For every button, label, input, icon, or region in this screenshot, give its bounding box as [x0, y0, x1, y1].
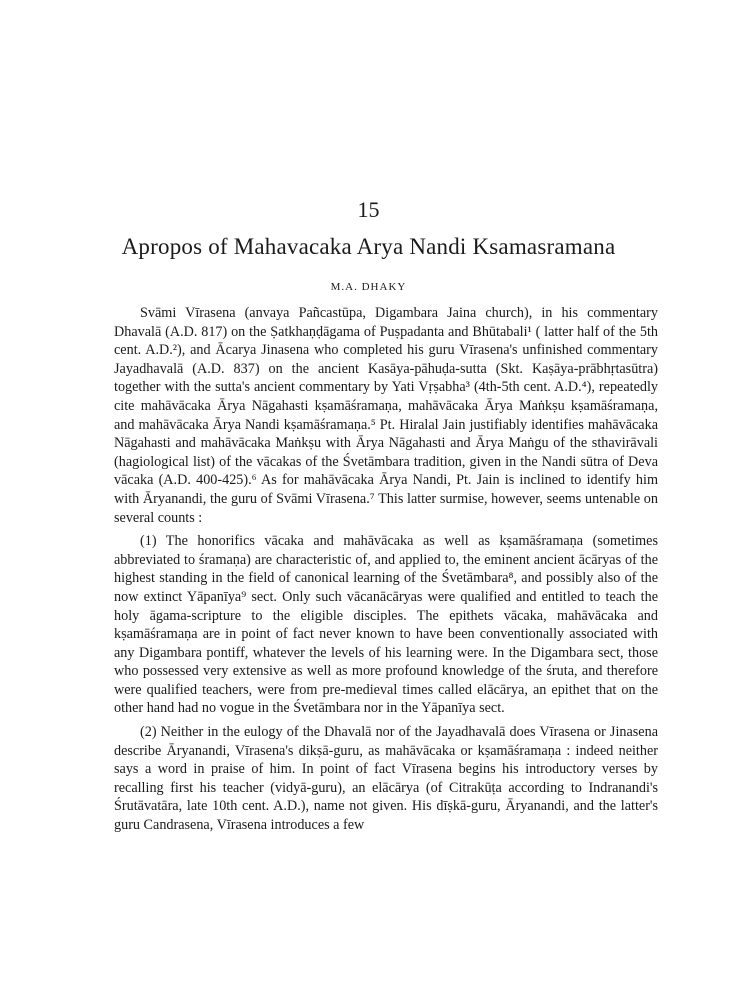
chapter-number: 15: [357, 197, 380, 222]
chapter-title: Apropos of Mahavacaka Arya Nandi Ksamasramana: [121, 234, 616, 259]
paragraph-intro: Svāmi Vīrasena (anvaya Pañcastūpa, Digambara Jaina church), in his commentary Dhavalā (A.D. 817) on the Ṣatkhaṇḍāgama of Puṣpadanta and Bhūtabali¹ ( latter half of the 5th cent. A.D.²), and Ācarya Jinasena who completed his guru Vīrasena's unfinished commentary Jayadhavalā (A.D. 837) on the ancient Kasāya-pāhuḍa-sutta (Skt. Kaṣāya-prābhṛtasūtra) together with the sutta's ancient commentary by Yati Vṛṣabha³ (4th-5th cent. A.D.⁴), repeatedly cite mahāvācaka Ārya Nāgahasti kṣamāśramaṇa, mahāvācaka Ārya Maṅkṣu kṣamāśramaṇa, and mahāvācaka Ārya Nandi kṣamāśramaṇa.⁵ Pt. Hiralal Jain justifiably identifies mahāvācaka Nāgahasti and mahāvācaka Maṅkṣu with Ārya Nāgahasti and Ārya Maṅgu of the sthavirāvali (hagiological list) of the vācakas of the Śvetāmbara tradition, given in the Nandi sūtra of Deva vācaka (A.D. 400-425).⁶ As for mahāvācaka Ārya Nandi, Pt. Jain is inclined to identify him with Āryanandi, the guru of Svāmi Vīrasena.⁷ This latter surmise, however, seems untenable on several counts :: [114, 305, 658, 526]
paragraph-point-2: (2) Neither in the eulogy of the Dhavalā nor of the Jayadhavalā does Vīrasena or Jinasena describe Āryanandi, Vīrasena's dikṣā-guru, as mahāvācaka or kṣamāśramaṇa : indeed neither says a word in praise of him. In point of fact Vīrasena begins his introductory verses by recalling first his teacher (vidyā-guru), an elācārya (of Citrakūṭa according to Indranandi's Śrutāvatāra, late 10th cent. A.D.), name not given. His dīṣkā-guru, Āryanandi, and the latter's guru Candrasena, Vīrasena introduces a few: [114, 724, 658, 834]
paragraph-point-1: (1) The honorifics vācaka and mahāvācaka as well as kṣamāśramaṇa (sometimes abbreviated to śramaṇa) are characteristic of, and applied to, the eminent ancient ācāryas of the highest standing in the field of canonical learning of the Śvetāmbara⁸, and possibly also of the now extinct Yāpanīya⁹ sect. Only such vācanācāryas were qualified and entitled to teach the holy āgama-scripture to the eligible disciples. The epithets vācaka, mahāvācaka and kṣamāśramaṇa are in point of fact never known to have been conventionally associated with any Digambara pontiff, whatever the levels of his learning were. In the Digambara sect, those who possessed very extensive as well as more profound knowledge of the śruta, and therefore were qualified teachers, were from pre-medieval times called elācārya, an epithet that on the other hand had no vogue in the Śvetāmbara nor in the Yāpanīya sect.: [114, 533, 658, 717]
body-text: [114, 304, 658, 840]
author-name: M.A. DHAKY: [330, 281, 407, 293]
